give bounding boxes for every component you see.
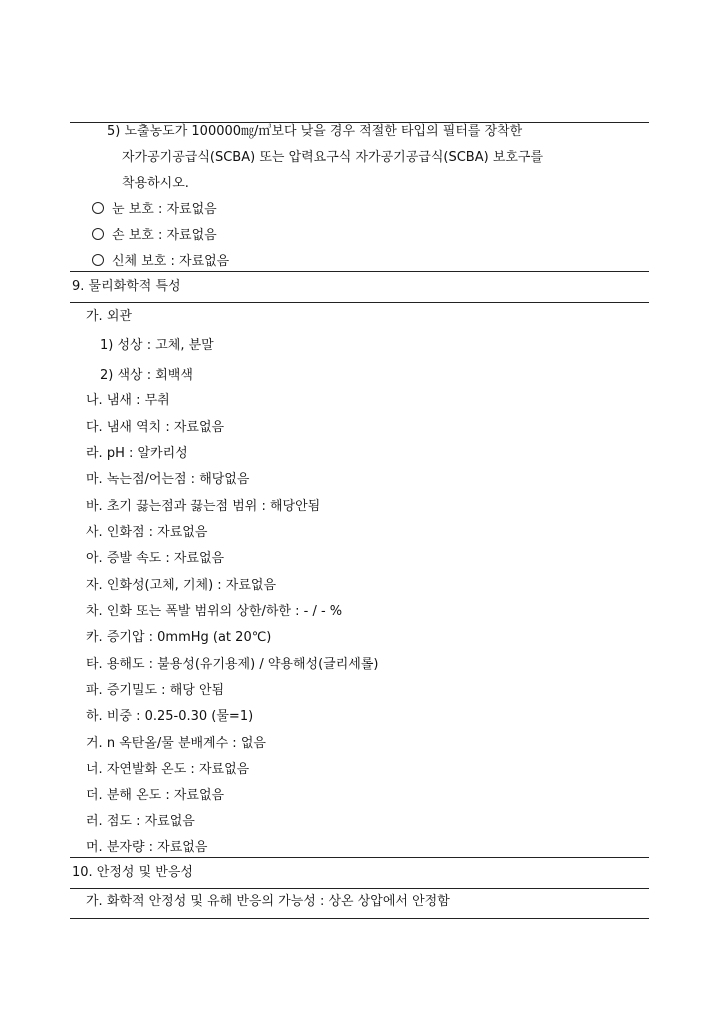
stability-item: 가. 화학적 안정성 및 유해 반응의 가능성 : 상온 상압에서 안정함 — [86, 894, 450, 909]
property-item: 차. 인화 또는 폭발 범위의 상한/하한 : - / - % — [86, 604, 343, 619]
property-item: 마. 녹는점/어는점 : 해당없음 — [86, 472, 250, 487]
hand-protection: 손 보호 : 자료없음 — [92, 228, 217, 244]
respiratory-note-line-3: 착용하시오. — [122, 176, 189, 191]
circle-bullet-icon — [92, 228, 104, 240]
divider — [70, 918, 649, 919]
divider — [70, 302, 649, 303]
divider — [70, 122, 649, 123]
property-item: 자. 인화성(고체, 기체) : 자료없음 — [86, 578, 277, 593]
property-item: 2) 색상 : 회백색 — [100, 368, 193, 383]
respiratory-note-line-1: 5) 노출농도가 100000㎎/㎥보다 낮을 경우 적절한 타입의 필터를 장착한 — [107, 124, 523, 139]
divider — [70, 857, 649, 858]
property-item: 타. 용해도 : 불용성(유기용제) / 약용해성(글리세롤) — [86, 657, 379, 672]
property-item: 거. n 옥탄올/물 분배계수 : 없음 — [86, 736, 266, 751]
body-protection: 신체 보호 : 자료없음 — [92, 254, 229, 270]
property-item: 하. 비중 : 0.25-0.30 (물=1) — [86, 709, 254, 724]
property-item: 너. 자연발화 온도 : 자료없음 — [86, 762, 250, 777]
circle-bullet-icon — [92, 254, 104, 266]
divider — [70, 271, 649, 272]
property-item: 카. 증기압 : 0mmHg (at 20℃) — [86, 630, 272, 645]
property-item: 1) 성상 : 고체, 분말 — [100, 338, 214, 353]
property-item: 다. 냄새 역치 : 자료없음 — [86, 420, 225, 435]
property-item: 머. 분자량 : 자료없음 — [86, 840, 208, 855]
property-item: 사. 인화점 : 자료없음 — [86, 525, 208, 540]
property-item: 가. 외관 — [86, 309, 132, 324]
property-item: 바. 초기 끓는점과 끓는점 범위 : 해당안됨 — [86, 499, 321, 514]
divider — [70, 888, 649, 889]
property-item: 라. pH : 알카리성 — [86, 446, 188, 461]
circle-bullet-icon — [92, 202, 104, 214]
respiratory-note-line-2: 자가공기공급식(SCBA) 또는 압력요구식 자가공기공급식(SCBA) 보호구를 — [122, 150, 544, 165]
section-9-title: 9. 물리화학적 특성 — [72, 279, 181, 294]
property-item: 파. 증기밀도 : 해당 안됨 — [86, 683, 225, 698]
eye-protection: 눈 보호 : 자료없음 — [92, 202, 217, 218]
property-item: 더. 분해 온도 : 자료없음 — [86, 788, 225, 803]
property-item: 러. 점도 : 자료없음 — [86, 814, 195, 829]
section-10-title: 10. 안정성 및 반응성 — [72, 865, 193, 880]
property-item: 나. 냄새 : 무취 — [86, 393, 170, 408]
property-item: 아. 증발 속도 : 자료없음 — [86, 551, 225, 566]
